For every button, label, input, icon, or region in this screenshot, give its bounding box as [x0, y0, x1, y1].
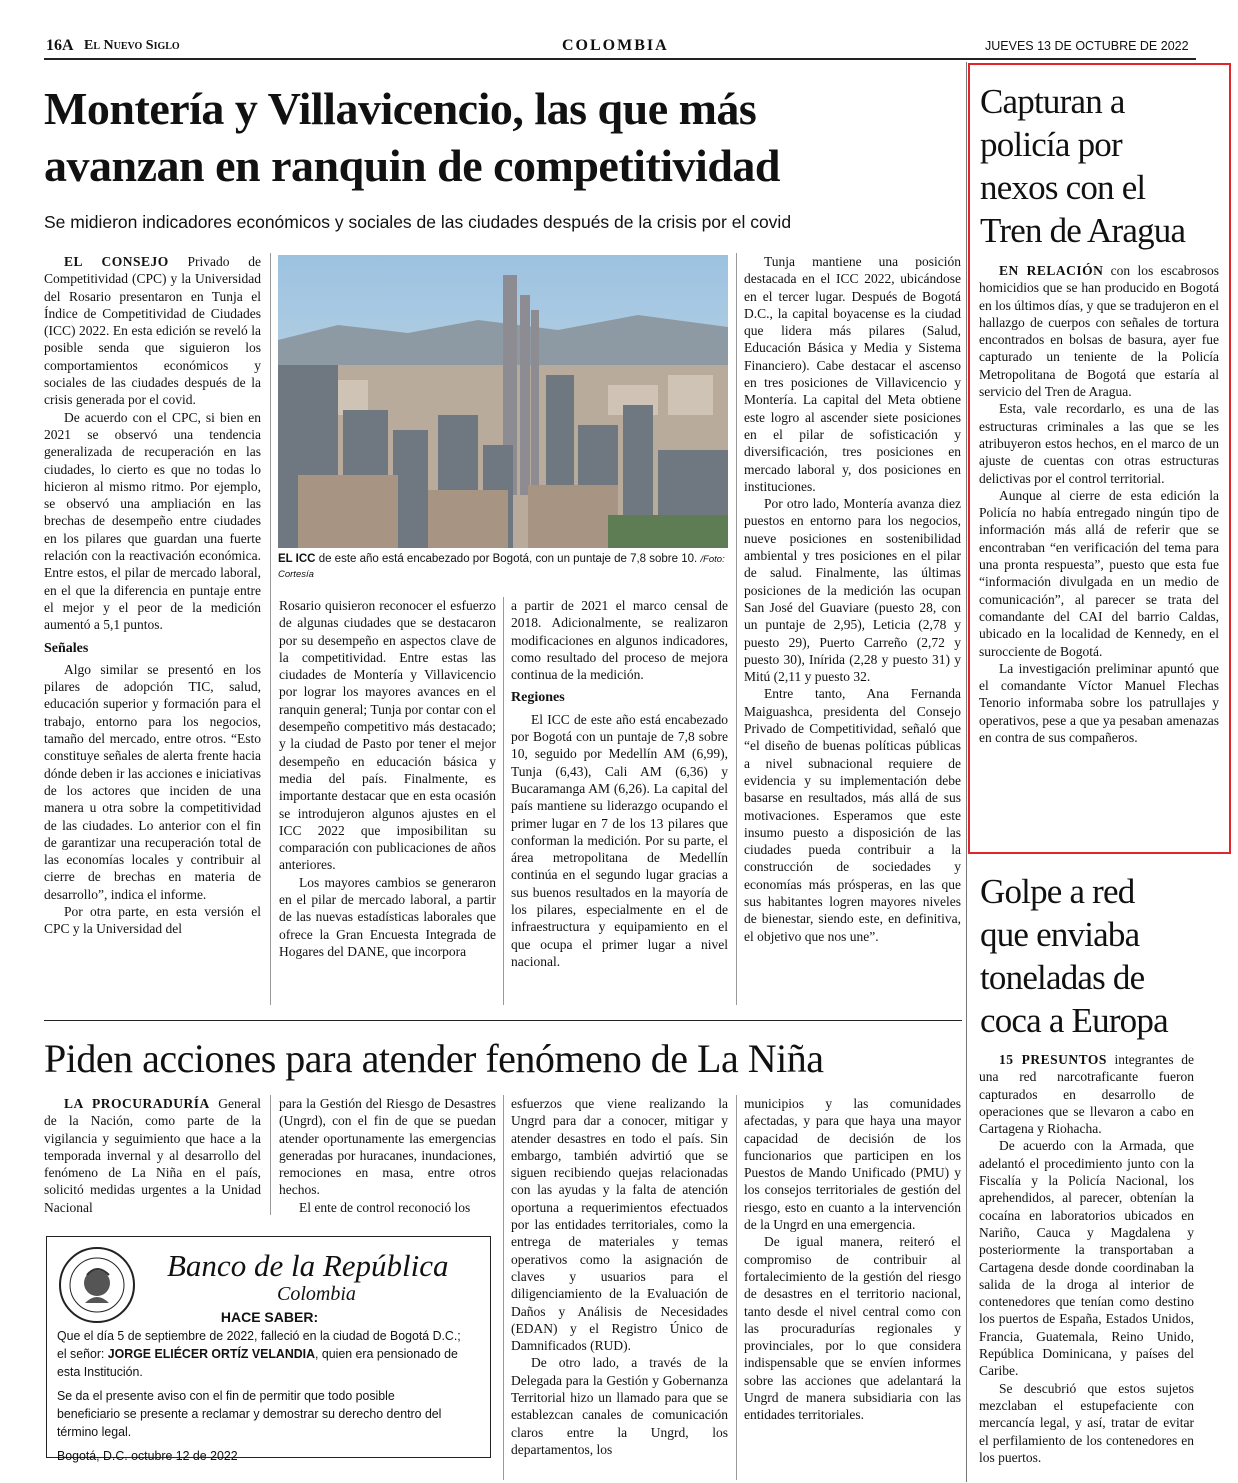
- main-article-col3: [511, 597, 728, 1005]
- publication-name: El Nuevo Siglo: [84, 38, 180, 53]
- column-divider: [736, 253, 737, 1005]
- page-number: 16A: [46, 37, 74, 54]
- bottom-article-col4: [744, 1095, 961, 1480]
- sidebar2-lead-word: 15 PRESUNTOS: [999, 1052, 1107, 1067]
- main-col2-p1: Rosario quisieron reconocer el esfuerzo de algunas ciudades que se destacaron por su desempeño en aspectos clave de la competitividad. Entre estas las ciudades de Montería y Villavicencio por lograr los mayores avances en el ranquin general; Tunja por contar con el desempeño competitivo más destacado; y la ciudad de Pasto por tener el mejor desempeño en educación básica y media del país. Finalmente, es importante destacar que en esta ocasión se introdujeron algunos ajustes en el ICC 2022 que imposibilitan su comparación con publicaciones de años anteriores.: [279, 598, 496, 873]
- sidebar2-headline-line2: que enviaba: [980, 915, 1140, 954]
- sidebar1-p3: Aunque al cierre de esta edición la Policía no había entregado ningún tipo de información más allá de referir que se encontraban “en verificación del tema para una pronta respuesta”, puesto que esta fue “información divulgada en un medio de comunicación”, al parecer se trata del comandante del CAI del barrio Caldas, ubicado en la localidad de Kennedy, en el surocciente de Bogotá.: [979, 487, 1219, 659]
- bottom-article-col3: [511, 1095, 728, 1480]
- bottom-col1-p1: General de la Nación, como parte de la vigilancia y seguimiento que hace a la temporada invernal y al desarrollo del fenómeno de La Niña en el país, solicitó medidas urgentes a la Unidad Nacional: [44, 1096, 261, 1215]
- notice-body: [57, 1327, 461, 1465]
- sidebar2-headline-line1: Golpe a red: [980, 872, 1135, 911]
- main-article-col1: [44, 253, 261, 1005]
- main-col3-p1: a partir de 2021 el marco censal de 2018. Adicionalmente, se realizaron modificaciones en algunos indicadores, como resultado del proceso de mejora continua de la medición.: [511, 598, 728, 683]
- sidebar2-p1: integrantes de una red narcotraficante fueron capturados en desarrollo de operaciones que se llevaron a cabo en Cartagena y Riohacha.: [979, 1052, 1194, 1137]
- main-col3-p2: El ICC de este año está encabezado por Bogotá con un puntaje de 7,8 sobre 10, seguido por Medellín AM (6,99), Tunja (6,43), Cali AM (6,36) y Bucaramanga AM (6,26). La capital del país mantiene su liderazgo ocupando el primer lugar en 7 de los 13 pilares que conforman la medición. Por su parte, el área metropolitana de Medellín continúa en el segundo lugar gracias a sus buenos resultados en la mayoría de los pilares, especialmente en el de infraestructura y equipamiento en el que ocupa el primer lugar a nivel nacional.: [511, 711, 728, 969]
- main-col1-p4: Por otra parte, en esta versión el CPC y la Universidad del: [44, 903, 261, 937]
- bottom-col2-p1: para la Gestión del Riesgo de Desastres (Ungrd), con el fin de que se puedan atender oportunamente las emergencias generadas por huracanes, inundaciones, remociones en masa, entre otros hechos.: [279, 1096, 496, 1198]
- bottom-col2-p2: El ente de control reconoció los: [299, 1199, 471, 1215]
- main-subhead-regiones: Regiones: [511, 690, 565, 706]
- main-headline: [44, 80, 964, 194]
- bottom-col4-p2: De igual manera, reiteró el compromiso de contribuir al fortalecimiento de la gestión del riesgo de desastres en el territorio nacional, tanto desde el nivel central como con las procuradurías regionales y provinciales, por lo que considera indispensable que se envíen informes sobre las acciones que adelantará la Ungrd de manera subsidiaria con las entidades territoriales.: [744, 1234, 961, 1423]
- photo-credit: /Foto: Cortesía: [278, 554, 725, 580]
- sidebar-divider: [966, 62, 967, 1482]
- main-col2-p2: Los mayores cambios se generaron en el pilar de mercado laboral, a partir de las nuevas estadísticas laborales que ofrece la Gran Encuesta Integrada de Hogares del DANE, que incorpora: [279, 874, 496, 959]
- sidebar2-p2: De acuerdo con la Armada, que adelantó el procedimiento junto con la Fiscalía y la Policía Nacional, los aprehendidos, al parecer, obtenían la cocaína en laboratorios ubicados en Nariño, Cauca y Magdalena y posteriormente la transportaban a Cartagena desde donde coordinaban la salida de la droga al interior de contenedores que tenían como destino los puertos de España, Estados Unidos, Francia, Guatemala, Reino Unido, República Dominicana, y países del Caribe.: [979, 1138, 1194, 1379]
- sidebar2-headline-line4: coca a Europa: [980, 1001, 1168, 1040]
- sidebar1-lead-word: EN RELACIÓN: [999, 263, 1104, 278]
- main-article-col4: [744, 253, 961, 1005]
- bottom-article-col2: [279, 1095, 496, 1215]
- sidebar1-body: [979, 262, 1219, 847]
- sidebar2-p3: Se descubrió que estos sujetos mezclaban el estupefaciente con mercancía legal, y así, tratar de evitar el perfilamiento de los contenedores en los puertos.: [979, 1380, 1194, 1465]
- column-divider: [503, 597, 504, 1005]
- bottom-col3-p2: De otro lado, a través de la Delegada para la Gestión y Gobernanza Territorial hizo un llamado para que se establezcan canales de comunicación claros entre la Ungrd, los departamentos, los: [511, 1355, 728, 1457]
- bottom-article-rule: [44, 1020, 962, 1021]
- notice-signature: Bogotá, D.C. octubre 12 de 2022: [57, 1448, 238, 1463]
- notice-line2: Se da el presente aviso con el fin de permitir que todo posible beneficiario se presente a reclamar y demostrar su derecho dentro del término legal.: [57, 1388, 442, 1439]
- bottom-article-col1: [44, 1095, 261, 1215]
- main-col4-p2: Por otro lado, Montería avanza diez puestos en entorno para los negocios, nueve posiciones en sostenibilidad ambiental y tres posiciones en el pilar de salud. Finalmente, las últimas posiciones de la medición las ocupan San José del Guaviare (puesto 28, con un puntaje de 2,95), Leticia (2,78 y puesto 29), Puerto Carreño (2,72 y puesto 30), Inírida (2,28 y puesto 31) y Mitú (2,11 y puesto 32.: [744, 496, 961, 685]
- bank-country: Colombia: [277, 1283, 356, 1305]
- bottom-col3-p1: esfuerzos que viene realizando la Ungrd para dar a conocer, mitigar y atender desastres en todo el país. Sin embargo, también advirtió que se siguen recibiendo quejas relacionadas con las ayudas y la falta de atención oportuna a requerimientos efectuados por las entidades territoriales, como la entrega de materiales y temas operativos como la asignación de claves y usuarios para el diligenciamiento de la Evaluación de Daños y Análisis de Necesidades (EDAN) y el Registro Único de Damnificados (RUD).: [511, 1096, 728, 1354]
- notice-line1-end: , quien era pensionado de esta Institución.: [57, 1346, 458, 1379]
- bank-notice: [46, 1236, 491, 1463]
- bottom-lead-word: LA PROCURADURÍA: [64, 1096, 210, 1111]
- bogota-skyline-image: [278, 255, 728, 548]
- main-col1-p2: De acuerdo con el CPC, si bien en 2021 se observó una tendencia generalizada de recuperación en las ciudades, lo cierto es que no todas lo hicieron al mismo ritmo. Por ejemplo, se observó una ampliación en las brechas de desempeño entre ciudades en los pilares que guardan una fuerte relación con la reactivación económica. Entre estos, el pilar de mercado laboral, en el que la diferencia en puntaje entre el mejor y el peor de la medición aumentó a 5,1 puntos.: [44, 409, 261, 633]
- header-rule: [44, 58, 1196, 60]
- sidebar2-body: [979, 1051, 1194, 1481]
- sidebar1-p1: con los escabrosos homicidios que se han producido en Bogotá en los últimos días, y que se tradujeron en el hallazgo de cuerpos con señales de tortura encontrados en bolsas de basura, ayer fue capturado un teniente de la Policía Metropolitana de Bogotá que estaría al servicio del Tren de Aragua.: [979, 263, 1219, 400]
- bank-name: Banco de la República: [167, 1248, 449, 1283]
- main-headline-line1: Montería y Villavicencio, las que más: [44, 83, 757, 134]
- photo-caption: [278, 552, 728, 582]
- column-divider: [270, 1095, 271, 1215]
- bottom-headline: Piden acciones para atender fenómeno de La Niña: [44, 1036, 824, 1081]
- notice-line1: Que el día 5 de septiembre de 2022, falleció en la ciudad de Bogotá D.C.; el señor:: [57, 1328, 461, 1361]
- sidebar1-headline-line3: nexos con el: [980, 168, 1146, 207]
- sidebar2-headline-line3: toneladas de: [980, 958, 1145, 997]
- main-article-col2: [279, 597, 496, 1005]
- main-subheadline: Se midieron indicadores económicos y sociales de las ciudades después de la crisis por el covid: [44, 212, 792, 232]
- sidebar1-p2: Esta, vale recordarlo, es una de las estructuras criminales a las que se les atribuyeron estos hechos, en el marco de un ajuste de cuentas con otras estructuras delictivas por el control territorial.: [979, 401, 1219, 486]
- column-divider: [270, 253, 271, 1005]
- main-subhead-senales: Señales: [44, 640, 89, 656]
- column-divider: [736, 1095, 737, 1480]
- column-divider: [503, 1095, 504, 1480]
- date-line: JUEVES 13 DE OCTUBRE DE 2022: [985, 39, 1189, 53]
- main-headline-line2: avanzan en ranquin de competitividad: [44, 140, 780, 191]
- sidebar1-headline: [980, 80, 1225, 252]
- main-lead-word: EL CONSEJO: [64, 254, 169, 269]
- section-name: COLOMBIA: [562, 37, 669, 54]
- main-col1-p1: Privado de Competitividad (CPC) y la Universidad del Rosario presentaron en Tunja el Índice de Competitividad de Ciudades (ICC) 2022. En esta edición se reveló la posible senda que siguieron los comportamientos económicos y sociales de las ciudades después de la crisis generada por el covid.: [44, 254, 261, 408]
- sidebar1-headline-line2: policía por: [980, 125, 1122, 164]
- photo-caption-lead: EL ICC: [278, 553, 316, 565]
- bottom-col4-p1: municipios y las comunidades afectadas, y para que haya una mayor capacidad de decisión de los funcionarios que participen en los Puestos de Mando Unificado (PMU) y los consejos territoriales de gestión del riesgo, esto en cuanto a la intervención de la Ungrd en una emergencia.: [744, 1096, 961, 1233]
- main-col1-p3: Algo similar se presentó en los pilares de adopción TIC, salud, educación superior y formación para el trabajo, entorno para los negocios, tamaño del mercado, entre otros. “Esto constituye señales de alerta frente hacia dónde deben ir las acciones e iniciativas de los actores que inciden de una manera u otra sobre la competitividad de las ciudades. Lo anterior con el fin de garantizar una recuperación total de las economías locales y contribuir al cierre de brechas en materia de desarrollo”, indica el informe.: [44, 661, 261, 902]
- main-col4-p1: Tunja mantiene una posición destacada en el ICC 2022, ubicándose en el tercer lugar. Después de Bogotá D.C., la capital boyacense es la ciudad que lidera más pilares (Salud, Educación Básica y Media y Sistema Financiero). Cabe destacar el ascenso en tres posiciones de Villavicencio y Montería. La capital del Meta obtiene este logro al ascender siete posiciones en el pilar de sofisticación y diversificación, tres posiciones en mercado laboral y, dos posiciones en instituciones.: [744, 254, 961, 494]
- city-photo: [278, 255, 728, 548]
- photo-caption-text: de este año está encabezado por Bogotá, con un puntaje de 7,8 sobre 10.: [315, 553, 698, 565]
- sidebar1-headline-line4: Tren de Aragua: [980, 211, 1186, 250]
- sidebar1-p4: La investigación preliminar apuntó que el comandante Víctor Manuel Flechas Tenorio informaba sobre los patrullajes y operativos, pese a que ya pesaban amenazas en contra de sus compañeros.: [979, 660, 1219, 746]
- sidebar2-headline: [980, 870, 1225, 1042]
- sidebar1-headline-line1: Capturan a: [980, 82, 1125, 121]
- notice-deceased-name: JORGE ELIÉCER ORTÍZ VELANDIA: [107, 1346, 316, 1361]
- notice-title: HACE SABER:: [220, 1309, 319, 1325]
- main-col4-p3: Entre tanto, Ana Fernanda Maiguashca, presidenta del Consejo Privado de Competitividad, señaló que “el diseño de buenas políticas públicas a nivel subnacional requiere de evidencia y su implementación debe basarse en resultados, más allá de sus motivaciones. Esperamos que este insumo puesto a disposición de las ciudades pueda contribuir a la construcción de sociedades y economías más prósperas, en las que sus habitantes logren mayores niveles de bienestar, siendo este, en definitiva, el objetivo que nos une”.: [744, 686, 961, 944]
